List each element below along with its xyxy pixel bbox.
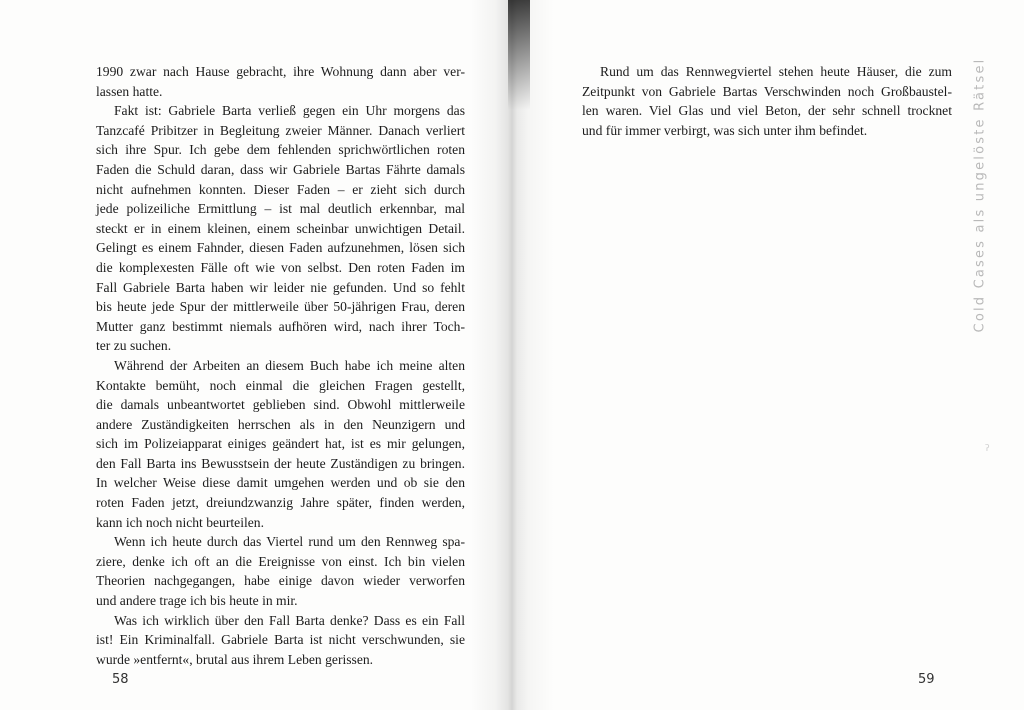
text-line: roten Faden jetzt, dreiundzwanzig Jahre später, finden werden, <box>96 495 465 511</box>
text-line: ter zu suchen. <box>96 338 172 354</box>
text-line: Fall Gabriele Barta haben wir leider nie gefunden. Und so fehlt <box>96 279 465 295</box>
text-line: ziere, denke ich oft an die Ereignisse von einst. Ich bin vielen <box>96 553 465 569</box>
text-line: und für immer verbirgt, was sich unter ihm befindet. <box>582 122 868 138</box>
text-line: Faden die Schuld daran, dass wir Gabriele Bartas Fährte damals <box>96 161 465 177</box>
text-line: len waren. Viel Glas und viel Beton, der sehr schnell trocknet <box>582 103 952 119</box>
text-line: Zeitpunkt von Gabriele Bartas Verschwinden noch Großbaustel- <box>582 83 952 99</box>
gutter-shadow <box>508 0 530 110</box>
page-number-left: 58 <box>112 672 129 687</box>
text-line: ist! Ein Kriminalfall. Gabriele Barta ist nicht verschwunden, sie <box>96 632 465 648</box>
text-line: und andere trage ich bis heute in mir. <box>96 593 298 609</box>
text-line: andere Zuständigkeiten herrschen als in den Neunzigern und <box>96 416 465 432</box>
text-line: In welcher Weise diese damit umgehen werden und ob sie den <box>96 475 465 491</box>
text-line: Kontakte bemüht, noch einmal die gleichen Fragen gestellt, <box>96 377 465 393</box>
text-line: Mutter ganz bestimmt niemals aufhören wird, nach ihrer Toch- <box>96 318 465 334</box>
text-line: die komplexesten Fälle oft wie von selbst. Den roten Faden im <box>96 259 465 275</box>
left-page-body-text <box>96 62 465 669</box>
text-line: kann ich noch nicht beurteilen. <box>96 514 264 530</box>
text-line: Was ich wirklich über den Fall Barta denke? Dass es ein Fall <box>114 612 465 628</box>
text-line: steckt er in einem kleinen, einem scheinbar unwichtigen Detail. <box>96 220 465 236</box>
right-page <box>512 0 1024 710</box>
text-line: Rund um das Rennwegviertel stehen heute Häuser, die zum <box>600 64 952 79</box>
text-line: lassen hatte. <box>96 83 163 99</box>
text-line: Fakt ist: Gabriele Barta verließ gegen ein Uhr morgens das <box>114 103 465 119</box>
text-line: Gelingt es einem Fahnder, diesen Faden aufzunehmen, lösen sich <box>96 240 465 256</box>
text-line: Tanzcafé Pribitzer in Begleitung zweier Männer. Danach verliert <box>96 122 465 138</box>
text-line: bis heute jede Spur der mittlerweile über 50-jährigen Frau, deren <box>96 299 465 315</box>
text-line: den Fall Barta ins Bewusstsein der heute Zuständigen zu bringen. <box>96 455 465 471</box>
text-line: Theorien nachgegangen, habe einige davon wieder verworfen <box>96 573 465 589</box>
text-line: 1990 zwar nach Hause gebracht, ihre Wohnung dann aber ver- <box>96 64 465 79</box>
text-line: Während der Arbeiten an diesem Buch habe ich meine alten <box>114 357 465 373</box>
margin-mark: ʔ <box>985 444 990 454</box>
text-line: jede polizeiliche Ermittlung – ist mal deutlich erkennbar, mal <box>96 201 465 217</box>
text-line: Wenn ich heute durch das Viertel rund um den Rennweg spa- <box>114 534 465 550</box>
right-page-body-text <box>582 62 952 140</box>
text-line: sich ihre Spur. Ich gebe dem fehlenden sprichwörtlichen roten <box>96 142 465 158</box>
text-line: sich im Polizeiapparat einiges geändert hat, ist es mir gelungen, <box>96 436 465 452</box>
running-head-text: Cold Cases als ungelöste Rätsel <box>972 57 988 333</box>
page-number-right: 59 <box>918 672 935 687</box>
text-line: wurde »entfernt«, brutal aus ihrem Leben gerissen. <box>96 651 374 667</box>
text-line: nicht aufnehmen konnten. Dieser Faden – er zieht sich durch <box>96 181 465 197</box>
text-line: die damals unbeantwortet geblieben sind. Obwohl mittlerweile <box>96 397 465 413</box>
